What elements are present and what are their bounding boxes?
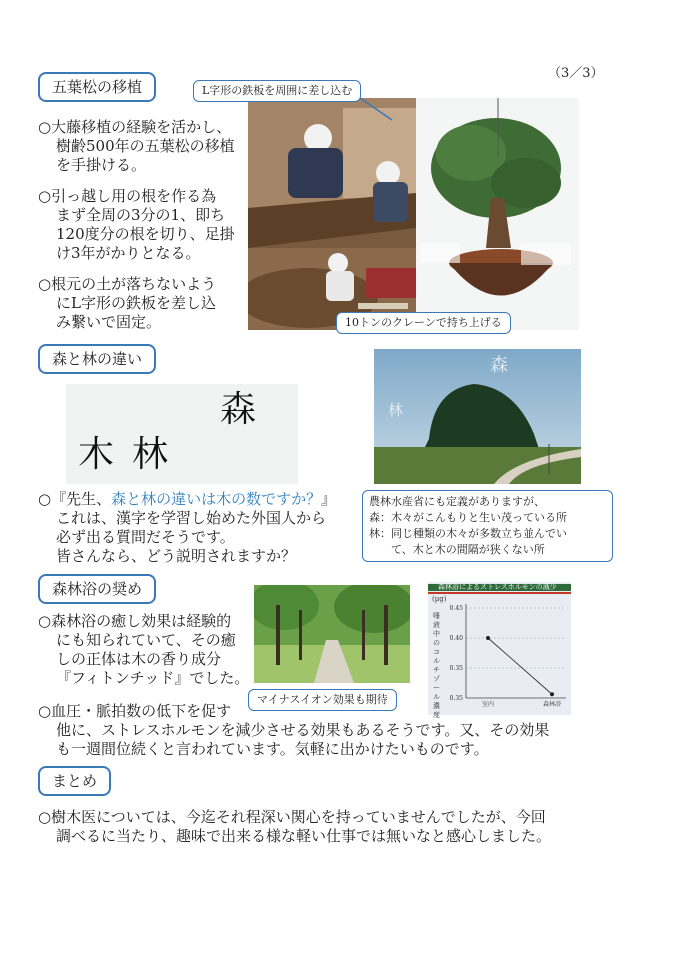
goyomatsu-paragraph-1 <box>38 118 235 175</box>
question-line <box>38 490 336 509</box>
mori-hayashi-question <box>38 490 336 566</box>
chart-y-axis-label: 唾液中のコルチゾール濃度 <box>433 612 440 719</box>
workers-photo <box>248 98 416 330</box>
text-line: を手掛ける。 <box>56 156 147 174</box>
shinrinyoku-paragraph-2 <box>38 702 549 759</box>
shinrinyoku-paragraph-1 <box>38 612 249 688</box>
definition-line: 林：同じ種類の木々が多数立ち並んでい <box>369 527 567 540</box>
chart-x-tick-label: 森林浴 <box>542 701 562 708</box>
definition-line: 農林水産省にも定義がありますが、 <box>369 495 545 508</box>
kanji-hayashi: 林 <box>132 434 169 475</box>
definition-box <box>362 490 613 562</box>
photo-label-mori: 森 <box>490 355 508 376</box>
chart-x-tick-label: 室内 <box>481 701 495 708</box>
text-line: 『フィトンチッド』でした。 <box>56 669 250 687</box>
text-line: まず全周の3分の1、即ち <box>56 206 226 224</box>
definition-line: 森：木々がこんもりと生い茂っている所 <box>369 511 567 524</box>
chart-point <box>486 636 490 640</box>
kanji-illustration <box>66 384 298 484</box>
text-line: ○樹木医については、今迄それ程深い関心を持っていませんでしたが、今回 <box>38 808 546 826</box>
chart-series-line <box>488 638 552 694</box>
goyomatsu-paragraph-2 <box>38 187 235 263</box>
chart-y-tick-label: 0.35 <box>449 695 463 702</box>
section-heading-shinrinyoku: 森林浴の奨め <box>38 574 156 604</box>
text-line: しの正体は木の香り成分 <box>56 650 222 668</box>
callout-negative-ions: マイナスイオン効果も期待 <box>248 689 397 711</box>
callout-crane: 10トンのクレーンで持ち上げる <box>336 312 511 334</box>
text-line: 皆さんなら、どう説明されますか？ <box>56 547 297 565</box>
text-line: け3年がかりとなる。 <box>56 244 201 262</box>
section-heading-goyomatsu: 五葉松の移植 <box>38 72 156 102</box>
text-line: ○森林浴の癒し効果は経験的 <box>38 612 232 630</box>
kanji-mori: 森 <box>220 389 257 430</box>
section-heading-mori-hayashi: 森と林の違い <box>38 344 156 374</box>
text-line: ○血圧・脈拍数の低下を促す <box>38 702 232 720</box>
crane-tree-photo <box>416 98 579 330</box>
chart-title: 森林浴によるストレスホルモンの減少 <box>438 583 557 591</box>
chart-point <box>550 692 554 696</box>
quote-close: 』 <box>321 490 337 508</box>
photo-label-hayashi: 林 <box>388 401 404 419</box>
text-line: ○引っ越し用の根を作る為 <box>38 187 217 205</box>
forest-photo <box>374 349 581 484</box>
text-line: ○大藤移植の経験を活かし、 <box>38 118 232 136</box>
chart-y-tick-label: 0.45 <box>449 605 463 612</box>
text-line: にL字形の鉄板を差し込 <box>56 294 216 312</box>
definition-line: て、木と木の間隔が狭くない所 <box>369 543 545 556</box>
highlighted-question: 森と林の違いは木の数ですか？ <box>111 490 322 508</box>
chart-y-tick-label: 0.35 <box>449 665 463 672</box>
text-line: 他に、ストレスホルモンを減少させる効果もあるそうです。又、その効果 <box>56 721 550 739</box>
text-line: 必ず出る質問だそうです。 <box>56 528 235 546</box>
page-number: （3／3） <box>548 66 604 81</box>
chart-unit: (µg) <box>432 595 447 603</box>
chart-plot <box>428 582 571 715</box>
text-line: み繋いで固定。 <box>56 313 162 331</box>
callout-l-plate: L字形の鉄板を周囲に差し込む <box>193 80 361 102</box>
matome-paragraph <box>38 808 551 846</box>
text-line: ○根元の土が落ちないよう <box>38 275 217 293</box>
text-line: も一週間位続くと言われています。気軽に出かけたいものです。 <box>56 740 489 758</box>
forest-road-photo <box>254 585 410 683</box>
text-line: これは、漢字を学習し始めた外国人から <box>56 509 327 527</box>
callout-pointer <box>360 96 400 126</box>
quote-open: ○『先生、 <box>38 490 112 508</box>
text-line: 調べるに当たり、趣味で出来る様な軽い仕事では無いなと感心しました。 <box>56 827 552 845</box>
text-line: 120度分の根を切り、足掛 <box>56 225 235 243</box>
goyomatsu-paragraph-3 <box>38 275 216 332</box>
chart-y-tick-label: 0.40 <box>449 635 463 642</box>
cortisol-chart <box>428 582 571 719</box>
kanji-tree: 木 <box>78 434 115 475</box>
text-line: にも知られていて、その癒 <box>56 631 236 649</box>
text-line: 樹齢500年の五葉松の移植 <box>56 137 235 155</box>
section-heading-matome: まとめ <box>38 766 111 796</box>
